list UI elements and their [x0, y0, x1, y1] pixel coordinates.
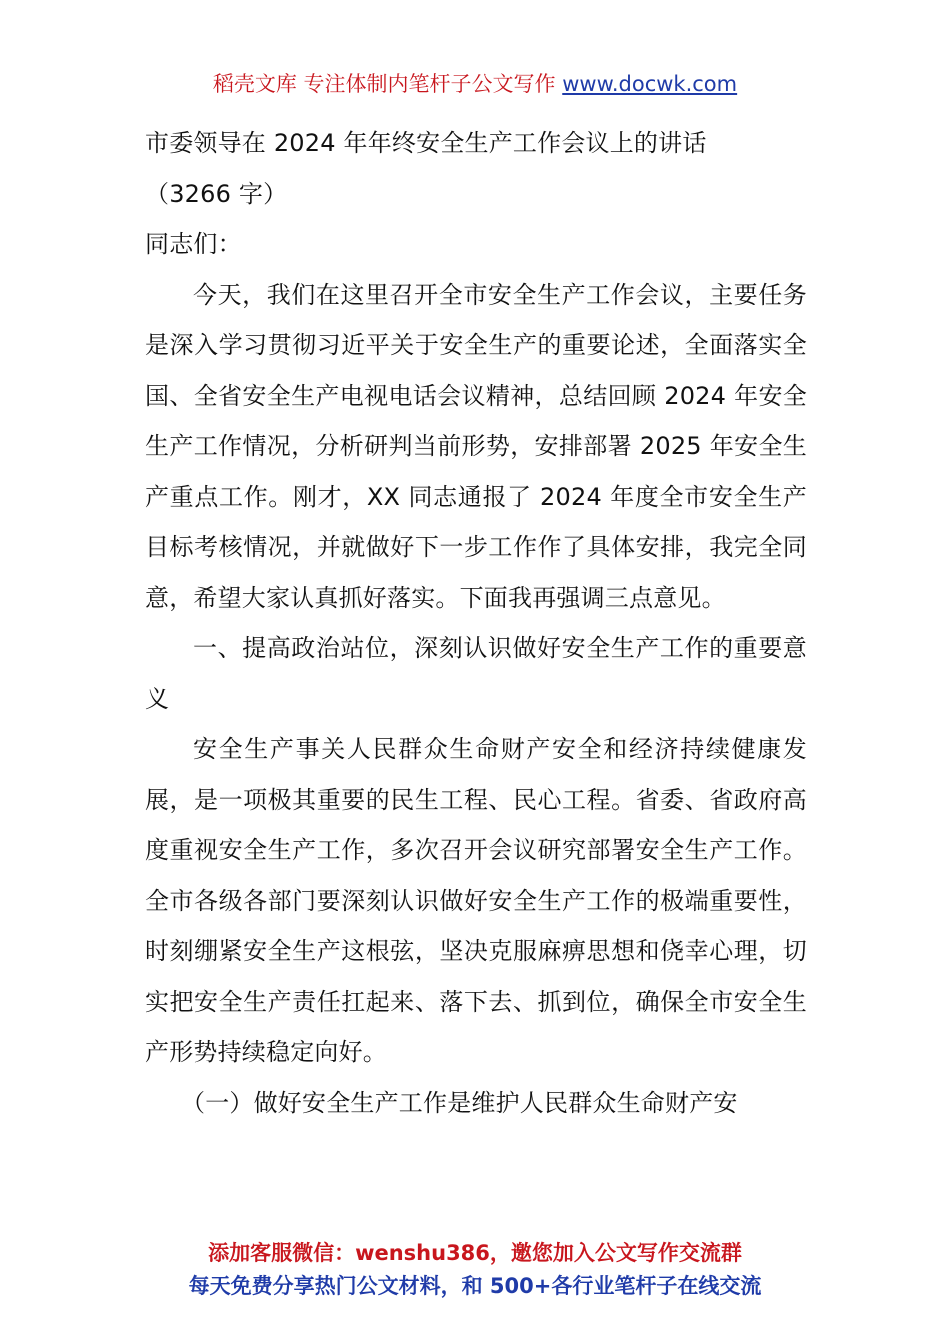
document-title: 市委领导在 2024 年年终安全生产工作会议上的讲话 — [145, 129, 707, 157]
document-word-count: （3266 字） — [145, 179, 288, 208]
watermark-footer — [0, 1237, 950, 1303]
header-url-link[interactable]: www.docwk.com — [562, 72, 738, 96]
subsection-heading-1: （一）做好安全生产工作是维护人民群众生命财产安 — [181, 1088, 738, 1117]
header-brand: 稻壳文库 专注体制内笔杆子公文写作 — [212, 72, 556, 96]
paragraph-section-1: 安全生产事关人民群众生命财产安全和经济持续健康发展，是一项极其重要的民生工程、民心工程。省委、省政府高度重视安全生产工作，多次召开会议研究部署安全生产工作。全市各级各部门要深刻认识做好安全生产工作的极端重要性，时刻绷紧安全生产这根弦，坚决克服麻痹思想和侥幸心理，切实把安全生产责任扛起来、落下去、抓到位，确保全市安全生产形势持续稳定向好。 — [145, 735, 807, 1066]
document-salutation: 同志们： — [145, 230, 242, 258]
section-heading-1: 一、提高政治站位，深刻认识做好安全生产工作的重要意义 — [145, 634, 807, 713]
footer-line-2: 每天免费分享热门公文材料，和 500+各行业笔杆子在线交流 — [188, 1274, 762, 1298]
document-body — [145, 118, 807, 1128]
paragraph-intro: 今天，我们在这里召开全市安全生产工作会议，主要任务是深入学习贯彻习近平关于安全生产的重要论述，全面落实全国、全省安全生产电视电话会议精神，总结回顾 2024 年安全生产工作情况，分析研判当前形势，安排部署 2025 年安全生产重点工作。刚才，XX 同志通报了 2024 年度全市安全生产目标考核情况，并就做好下一步工作作了具体安排，我完全同意，希望大家认真抓好落实。下面我再强调三点意见。 — [145, 280, 807, 612]
watermark-header — [0, 68, 950, 100]
footer-line-1: 添加客服微信：wenshu386，邀您加入公文写作交流群 — [208, 1241, 742, 1265]
